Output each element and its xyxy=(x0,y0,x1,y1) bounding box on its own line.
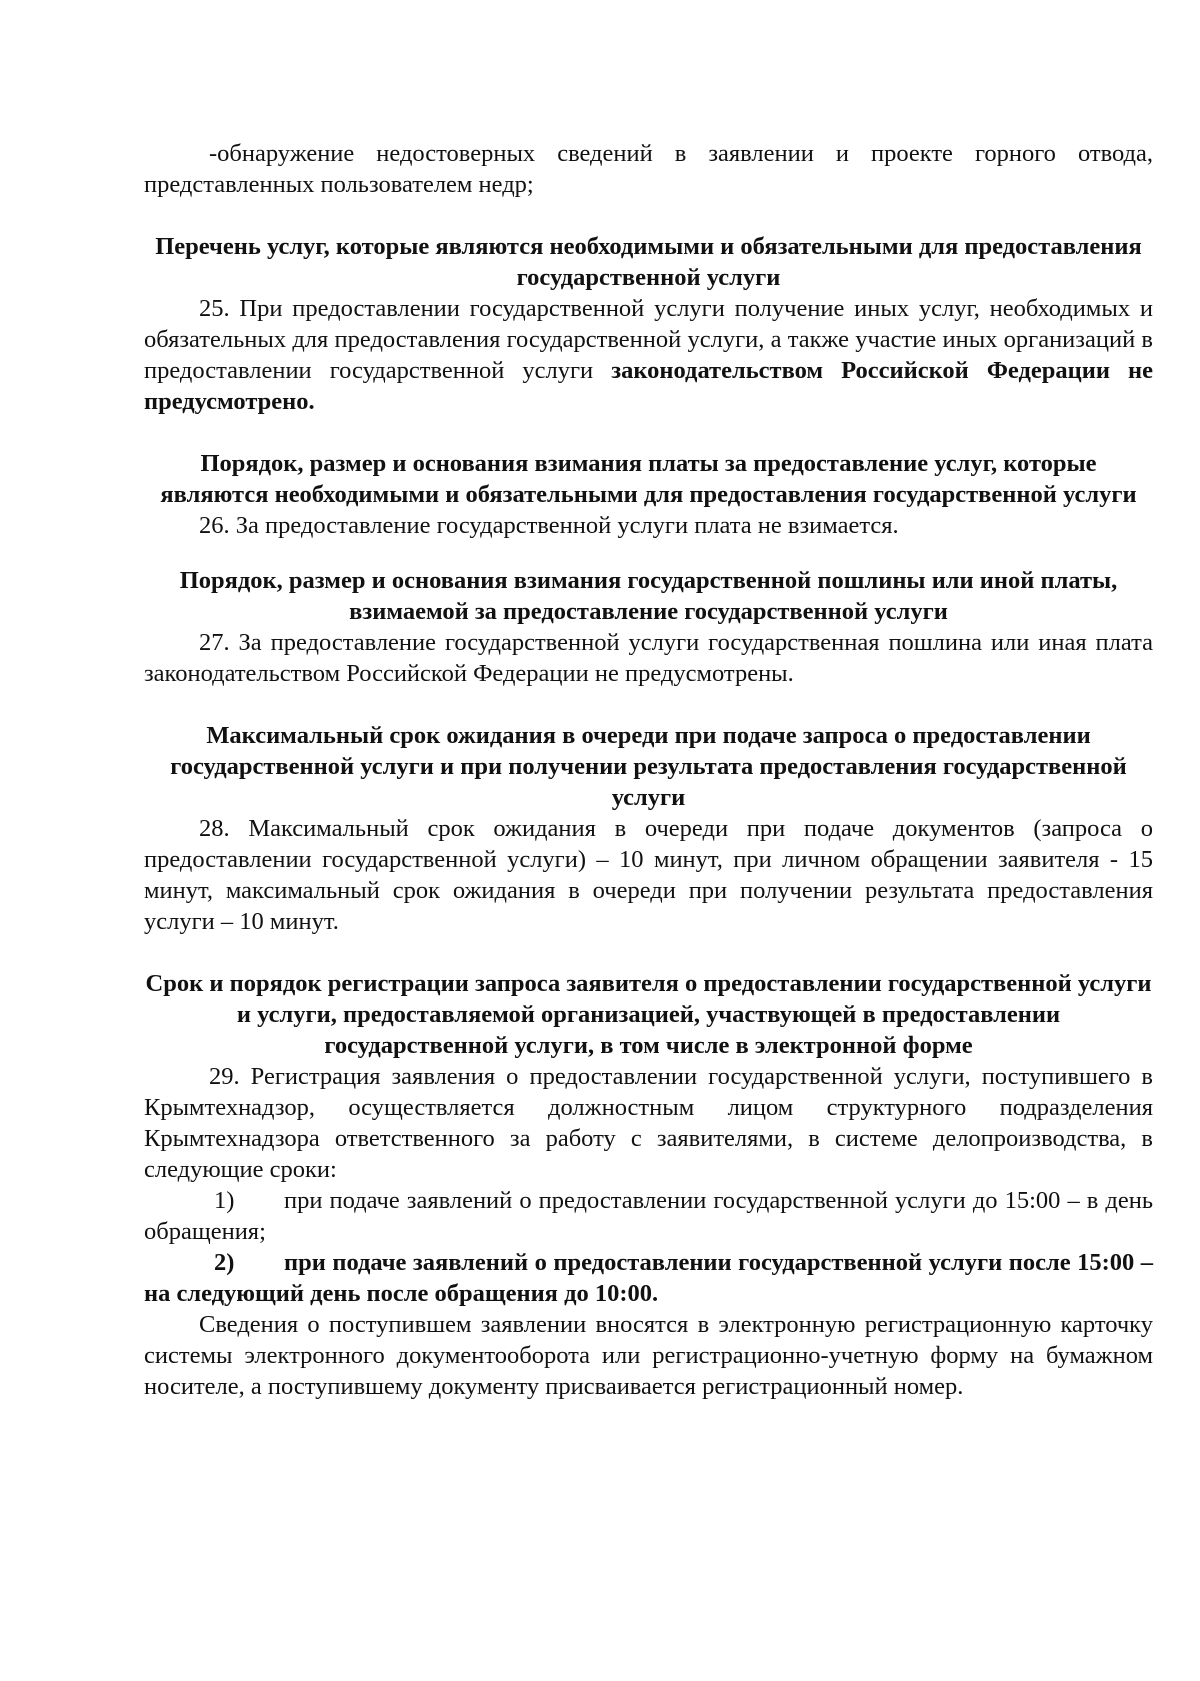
paragraph-26: 26. За предоставление государственной услуги плата не взимается. xyxy=(199,512,899,539)
list-item-1 xyxy=(144,1185,1153,1247)
paragraph-29: 29. Регистрация заявления о предоставлении государственной услуги, поступившего в Крымтехнадзор, осуществляется должностным лицом структурного подразделения Крымтехнадзора ответственного за работу с заявителями, в системе делопроизводства, в следующие сроки: xyxy=(144,1063,1153,1183)
section-heading-queue-time: Максимальный срок ожидания в очереди при подаче запроса о предоставлении государственной услуги и при получении результата предоставления государственной услуги xyxy=(170,722,1127,811)
document-page xyxy=(144,138,1153,1402)
intro-paragraph: -обнаружение недостоверных сведений в заявлении и проекте горного отвода, представленных пользователем недр; xyxy=(144,140,1153,198)
section-heading-registration: Срок и порядок регистрации запроса заявителя о предоставлении государственной услуги и услуги, предоставляемой организацией, участвующей в предоставлении государственной услуги, в том числе в электронной форме xyxy=(145,970,1152,1059)
list-item-1-text: при подаче заявлений о предоставлении государственной услуги до 15:00 – в день обращения; xyxy=(144,1187,1153,1245)
list-item-2 xyxy=(144,1247,1153,1309)
paragraph-27: 27. За предоставление государственной услуги государственная пошлина или иная плата законодательством Российской Федерации не предусмотрены. xyxy=(144,629,1153,687)
list-item-2-number: 2) xyxy=(214,1249,235,1276)
paragraph-25-bold-text: законодательством Российской Федерации не предусмотрено. xyxy=(144,357,1154,415)
paragraph-28: 28. Максимальный срок ожидания в очереди при подаче документов (запроса о предоставлении государственной услуги) – 10 минут, при личном обращении заявителя - 15 минут, максимальный срок ожидания в очереди при получении результата предоставления услуги – 10 минут. xyxy=(144,815,1153,935)
section-heading-required-services: Перечень услуг, которые являются необходимыми и обязательными для предоставления государственной услуги xyxy=(155,233,1142,291)
final-paragraph: Сведения о поступившем заявлении вносятся в электронную регистрационную карточку системы электронного документооборота или регистрационно-учетную форму на бумажном носителе, а поступившему документу присваивается регистрационный номер. xyxy=(144,1311,1153,1400)
paragraph-25 xyxy=(144,293,1153,417)
section-heading-fee-order: Порядок, размер и основания взимания платы за предоставление услуг, которые являются необходимыми и обязательными для предоставления государственной услуги xyxy=(160,450,1137,508)
paragraph-25-text: 25. При предоставлении государственной услуги получение иных услуг, необходимых и обязательных для предоставления государственной услуги, а также участие иных организаций в предоставлении государственной услуги xyxy=(144,295,1153,384)
section-heading-state-duty: Порядок, размер и основания взимания государственной пошлины или иной платы, взимаемой за предоставление государственной услуги xyxy=(179,567,1118,625)
list-item-1-number: 1) xyxy=(214,1187,235,1214)
list-item-2-text: при подаче заявлений о предоставлении государственной услуги после 15:00 – на следующий день после обращения до 10:00. xyxy=(144,1249,1153,1307)
